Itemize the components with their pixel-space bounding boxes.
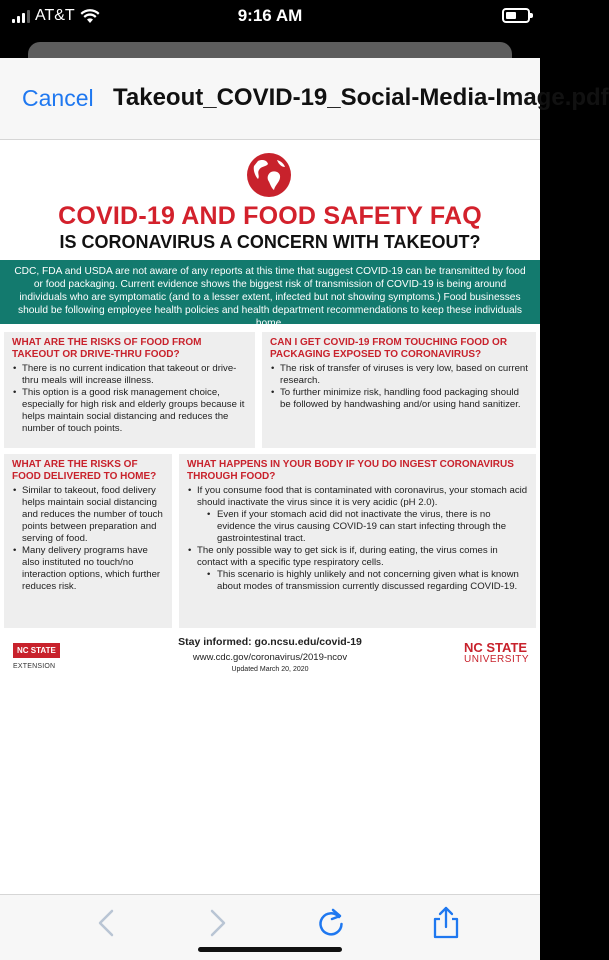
status-bar [0,0,540,34]
share-icon [428,905,464,941]
faq-heading: CAN I GET COVID-19 FROM TOUCHING FOOD OR PACKAGING EXPOSED TO CORONAVIRUS? [270,337,508,360]
footer-info [0,636,540,673]
ncstate-badge: NC STATE [13,643,60,658]
faq-bullet: • If you consume food that is contaminated with coronavirus, your stomach acid should inactivate the virus since it is very acidic (pH 2.0). [187,485,528,509]
cdc-url: www.cdc.gov/coronavirus/2019-ncov [192,652,348,663]
faq-box-takeout [4,332,255,448]
back-icon [90,905,126,941]
faq-bullet: • The risk of transfer of viruses is very low, based on current research. [270,363,528,387]
ncsu-logo [464,641,529,666]
ncsu-line2: UNIVERSITY [464,654,530,665]
faq-bullet: • The only possible way to get sick is if, during eating, the virus comes in contact with a specific type respiratory cells. [187,545,528,569]
faq-heading: WHAT ARE THE RISKS OF FOOD DELIVERED TO HOME? [12,459,157,482]
forward-button[interactable] [198,905,234,941]
share-button[interactable] [428,905,464,941]
updated-date: Updated March 20, 2020 [231,666,309,673]
faq-sub-bullet: • Even if your stomach acid did not inactivate the virus, there is no evidence the virus causing COVID-19 can start infecting through the gastrointestinal tract. [187,509,528,545]
pdf-viewer-sheet [0,58,609,960]
document-title: Takeout_COVID-19_Social-Media-Image.pdf [113,84,609,111]
reload-button[interactable] [313,905,349,941]
faq-sub-bullet: • This scenario is highly unlikely and not concerning given what is known about modes of transmission currently discussed regarding COVID-19. [187,569,528,593]
stay-informed-text: Stay informed: go.ncsu.edu/covid-19 [178,636,362,648]
navigation-bar [0,58,609,140]
status-time: 9:16 AM [237,6,303,25]
forward-icon [198,905,234,941]
faq-heading: WHAT HAPPENS IN YOUR BODY IF YOU DO INGEST CORONAVIRUS THROUGH FOOD? [187,459,514,482]
ncsu-line1: NC STATE [464,640,528,655]
bottom-toolbar [0,894,540,960]
reload-icon [313,905,349,941]
cancel-button[interactable]: Cancel [22,85,94,111]
faq-bullet: • Many delivery programs have also instituted no touch/no interaction options, which further reduces risk. [12,545,164,593]
info-banner: CDC, FDA and USDA are not aware of any reports at this time that suggest COVID-19 can be transmitted by food or food packaging. Current evidence shows the biggest risk of transmission of COVID-19 is being around individuals who are symptomatic (and to a lesser extent, infected but not showing symptoms.) Food businesses should be following employee health policies and health department recommendations to keep these individuals home. [0,260,540,324]
back-button[interactable] [90,905,126,941]
faq-box-delivery [4,454,172,628]
carrier-label: AT&T [35,7,75,24]
battery-icon [502,8,530,23]
globe-icon [246,152,292,198]
faq-heading: WHAT ARE THE RISKS OF FOOD FROM TAKEOUT OR DRIVE-THRU FOOD? [12,337,202,360]
home-indicator[interactable] [198,947,342,952]
faq-bullet: • To further minimize risk, handling food packaging should be followed by handwashing and/or using hand sanitizer. [270,387,528,411]
faq-bullet: • This option is a good risk management choice, especially for high risk and elderly groups because it helps maintain social distancing and reduces the number of touch points. [12,387,247,435]
faq-box-packaging [262,332,536,448]
faq-subtitle: IS CORONAVIRUS A CONCERN WITH TAKEOUT? [59,232,481,252]
faq-title: COVID-19 AND FOOD SAFETY FAQ [58,202,482,230]
faq-bullet: • There is no current indication that takeout or drive-thru meals will increase illness. [12,363,247,387]
extension-label: EXTENSION [13,663,56,670]
faq-box-ingest [179,454,536,628]
faq-bullet: • Similar to takeout, food delivery helps maintain social distancing and reduces the number of touch points between preparation and serving of food. [12,485,164,545]
pdf-document[interactable] [0,140,540,894]
